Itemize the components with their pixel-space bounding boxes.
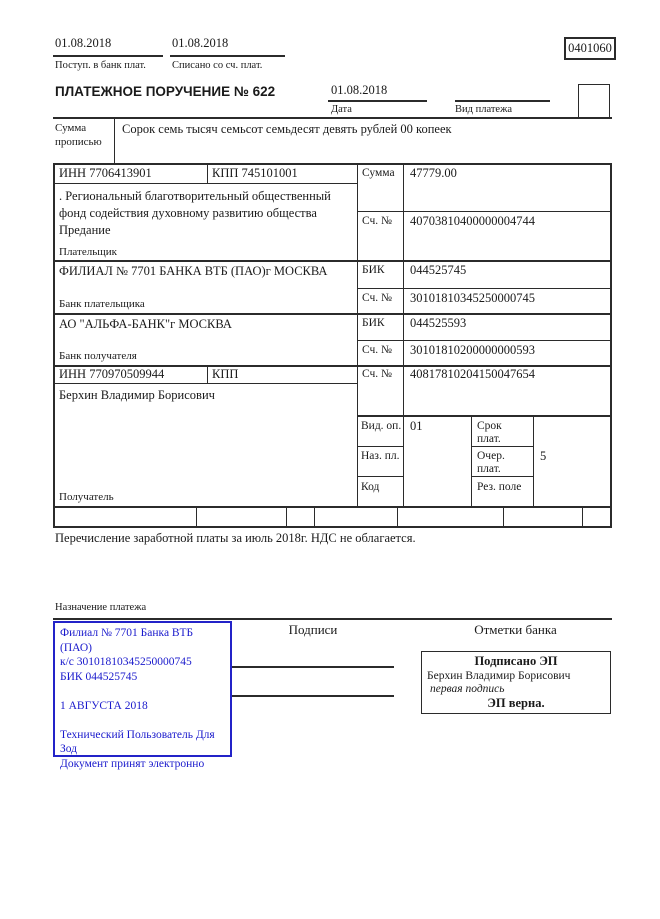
amount-words-divider	[114, 117, 115, 165]
amount-words-value: Сорок семь тысяч семьсот семьдесят девять рублей 00 копеек	[122, 122, 452, 136]
priority-label: Очер. плат.	[477, 450, 505, 475]
debited-date-value: 01.08.2018	[172, 36, 229, 50]
received-date-label: Поступ. в банк плат.	[55, 60, 146, 71]
payer-name-line: . Региональный благотворительный общественный	[59, 189, 331, 203]
label-column-left-line	[357, 163, 358, 506]
tax-field-divider	[397, 506, 398, 526]
signature-line-2	[232, 695, 394, 697]
bank-mark-line: Филиал № 7701 Банка ВТБ (ПАО)	[60, 627, 194, 654]
tax-field-divider	[286, 506, 287, 526]
payer-bank-bottom-line	[53, 313, 612, 315]
doc-date-label: Дата	[331, 104, 352, 115]
payee-section-label: Получатель	[59, 491, 114, 503]
payment-type-label: Вид платежа	[455, 104, 513, 115]
payee-bottom-line	[53, 506, 612, 508]
bank-electronic-mark	[53, 621, 232, 770]
pay-term-row-line	[471, 446, 534, 447]
payee-bank-bik-label: БИК	[362, 317, 385, 329]
payer-inn: ИНН 7706413901	[59, 166, 152, 180]
payer-account-label: Сч. №	[362, 215, 393, 227]
priority-value: 5	[540, 449, 547, 463]
received-date-value: 01.08.2018	[55, 36, 112, 50]
bank-mark-line: Документ принят электронно	[60, 757, 205, 770]
payer-inn-kpp-divider	[207, 163, 208, 184]
payer-name-line: фонд содействия духовному развитию общества	[59, 206, 317, 220]
payee-account-label: Сч. №	[362, 368, 393, 380]
payee-name: Берхин Владимир Борисович	[59, 388, 215, 402]
reserve-field-label: Рез. поле	[477, 481, 522, 493]
amount-words-top-line	[53, 117, 612, 119]
amount-label: Сумма	[362, 167, 395, 179]
signature-line-1	[232, 666, 394, 668]
purpose-code-label: Наз. пл.	[361, 450, 400, 462]
code-label: Код	[361, 481, 380, 493]
payee-bank-name: АО "АЛЬФА-БАНК"г МОСКВА	[59, 317, 232, 331]
tax-row-bottom-line	[53, 526, 612, 528]
bank-mark-line	[60, 713, 225, 728]
purpose-section-label: Назначение платежа	[55, 602, 147, 613]
amount-value: 47779.00	[410, 166, 457, 180]
label-value-divider	[403, 163, 404, 506]
payer-kpp: КПП 745101001	[212, 166, 298, 180]
table-right-border	[610, 163, 612, 528]
payer-bank-bik-value: 044525745	[410, 263, 467, 277]
debited-date-label: Списано со сч. плат.	[172, 60, 263, 71]
pay-term-label: Срок плат.	[477, 420, 502, 445]
payee-inn-row-line	[53, 383, 358, 384]
payment-type-box	[578, 84, 610, 118]
signatures-header: Подписи	[288, 622, 338, 637]
op-type-row-line	[357, 446, 404, 447]
payee-bank-account-value: 30101810200000000593	[410, 343, 535, 357]
table-top-line	[53, 163, 612, 165]
stamp-signature-type: первая подпись	[430, 683, 505, 695]
stamp-title: Подписано ЭП	[474, 654, 558, 668]
op-col3-left-line	[471, 415, 472, 506]
payee-account-value: 40817810204150047654	[410, 367, 535, 381]
payee-bank-bik-value: 044525593	[410, 316, 467, 330]
purpose-text: Перечисление заработной платы за июль 2018г. НДС не облагается.	[55, 531, 416, 545]
payer-section-label: Плательщик	[59, 246, 117, 258]
bank-marks-header: Отметки банка	[474, 622, 557, 637]
bank-mark-line: 1 АВГУСТА 2018	[60, 699, 148, 712]
doc-date-underline	[328, 100, 427, 102]
op-type-label: Вид. оп.	[361, 420, 402, 432]
stamp-verified-text: ЭП верна.	[487, 696, 545, 710]
payee-inn-kpp-divider	[207, 365, 208, 384]
payee-kpp-label: КПП	[212, 367, 239, 381]
payer-account-value: 40703810400000004744	[410, 214, 535, 228]
op-col4-left-line	[533, 415, 534, 506]
sum-account-divider	[357, 211, 612, 212]
document-title: ПЛАТЕЖНОЕ ПОРУЧЕНИЕ № 622	[55, 84, 276, 99]
amount-words-label-2: прописью	[55, 136, 102, 148]
payer-inn-row-line	[53, 183, 358, 184]
tax-field-divider	[503, 506, 504, 526]
bank-mark-line: Технический Пользователь Для	[60, 728, 215, 741]
payer-bank-name: ФИЛИАЛ № 7701 БАНКА ВТБ (ПАО)г МОСКВА	[59, 264, 328, 278]
tax-field-divider	[314, 506, 315, 526]
payer-bottom-line	[53, 260, 612, 262]
payee-bank-account-label: Сч. №	[362, 344, 393, 356]
payer-bank-bik-divider	[357, 288, 612, 289]
table-left-border	[53, 163, 55, 528]
payer-name-line: Предание	[59, 223, 111, 237]
doc-date-value: 01.08.2018	[331, 83, 388, 97]
debited-date-underline	[170, 55, 285, 57]
form-code-box: 0401060	[564, 37, 616, 60]
bank-mark-line	[60, 684, 225, 699]
payee-inn: ИНН 770970509944	[59, 367, 165, 381]
payee-bank-bik-divider	[357, 340, 612, 341]
bank-mark-line: к/с 30101810345250000745	[60, 656, 192, 668]
payee-bank-section-label: Банк получателя	[59, 350, 137, 362]
payer-bank-section-label: Банк плательщика	[59, 298, 145, 310]
tax-field-divider	[196, 506, 197, 526]
bank-mark-line: Зод	[60, 743, 78, 755]
amount-words-label-1: Сумма	[55, 122, 87, 134]
bank-mark-line: БИК 044525745	[60, 670, 138, 683]
payment-type-underline	[455, 100, 550, 102]
payer-bank-account-label: Сч. №	[362, 292, 393, 304]
purpose-bottom-line	[53, 618, 612, 620]
purpose-code-row-line	[357, 476, 404, 477]
payer-bank-account-value: 30101810345250000745	[410, 291, 535, 305]
payer-bank-bik-label: БИК	[362, 264, 385, 276]
tax-field-divider	[582, 506, 583, 526]
received-date-underline	[53, 55, 163, 57]
payer-name	[59, 188, 355, 239]
op-section-top-line	[357, 415, 612, 417]
priority-row-line	[471, 476, 534, 477]
electronic-signature-stamp	[421, 651, 611, 714]
op-type-value: 01	[410, 419, 423, 433]
stamp-signer-name: Берхин Владимир Борисович	[427, 670, 571, 682]
